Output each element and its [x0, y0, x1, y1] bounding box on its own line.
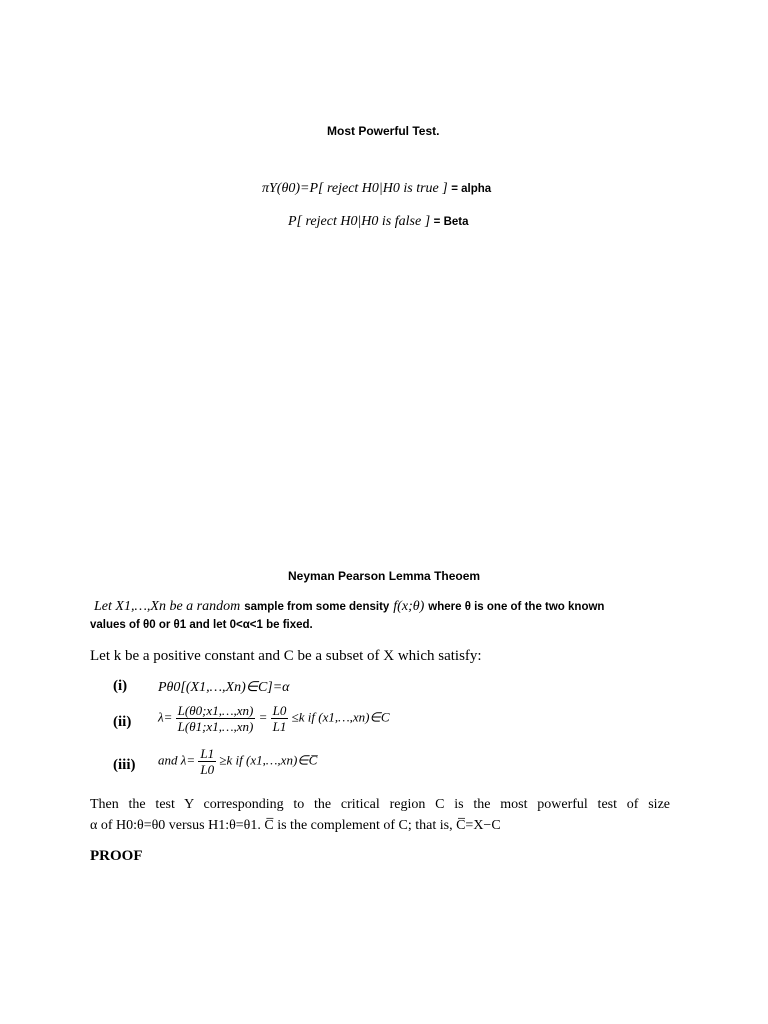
condition-ii-rhs: ≤k if (x1,…,xn)∈C [291, 709, 390, 725]
ratio-denominator: L(θ1;x1,…,xn) [177, 719, 254, 734]
conclusion-line2: α of H0:θ=θ0 versus H1:θ=θ1. C̅ is the complement of C; that is, C̅=X−C [90, 818, 501, 833]
intro-mid: sample from some density [244, 601, 390, 613]
condition-iii [113, 756, 136, 774]
paragraph-intro-line1 [94, 597, 604, 615]
ratio-numerator: L(θ0;x1,…,xn) [177, 703, 254, 718]
l1-denominator: L1 [272, 719, 287, 734]
intro-lead: Let X1,…,Xn be a random [94, 599, 241, 614]
likelihood-ratio-fraction [176, 703, 256, 734]
condition-ii [113, 713, 131, 731]
section-title: Neyman Pearson Lemma Theoem [288, 569, 481, 583]
equation-beta [288, 214, 469, 230]
paragraph-definition: Let k be a positive constant and C be a subset of X which satisfy: [90, 648, 482, 664]
condition-iii-expr [158, 746, 317, 777]
intro-density: f(x;θ) [393, 599, 425, 614]
equation-beta-label: = Beta [433, 216, 469, 228]
condition-iii-lhs: and λ= [158, 752, 196, 768]
equation-alpha [262, 181, 491, 197]
l1-l0-fraction [198, 746, 216, 777]
condition-i [113, 677, 127, 695]
equation-beta-math: P[ reject H0|H0 is false ] [288, 214, 431, 229]
conclusion-line1: Then the test Y corresponding to the critical region C is the most powerful test of size [90, 797, 670, 812]
condition-ii-mid: = [258, 709, 268, 725]
condition-i-expr: Pθ0[(X1,…,Xn)∈C]=α [158, 680, 290, 695]
intro-where: where θ is one of the two known [428, 601, 605, 613]
equation-alpha-math: πY(θ0)=P[ reject H0|H0 is true ] [262, 181, 448, 196]
l0-l1-fraction [271, 703, 289, 734]
l1-numerator: L1 [200, 746, 215, 761]
equation-alpha-label: = alpha [451, 183, 492, 195]
condition-ii-expr [158, 703, 390, 734]
proof-heading: PROOF [90, 848, 143, 864]
l0-denominator: L0 [200, 762, 215, 777]
condition-ii-lhs: λ= [158, 709, 173, 725]
paragraph-intro-line2: values of θ0 or θ1 and let 0<α<1 be fixed. [90, 619, 313, 631]
page-title: Most Powerful Test. [327, 124, 440, 138]
l0-numerator: L0 [272, 703, 287, 718]
condition-ii-label: (ii) [113, 714, 132, 730]
condition-i-label: (i) [113, 678, 128, 694]
condition-iii-rhs: ≥k if (x1,…,xn)∈C̅ [219, 752, 318, 768]
condition-iii-label: (iii) [113, 757, 136, 773]
